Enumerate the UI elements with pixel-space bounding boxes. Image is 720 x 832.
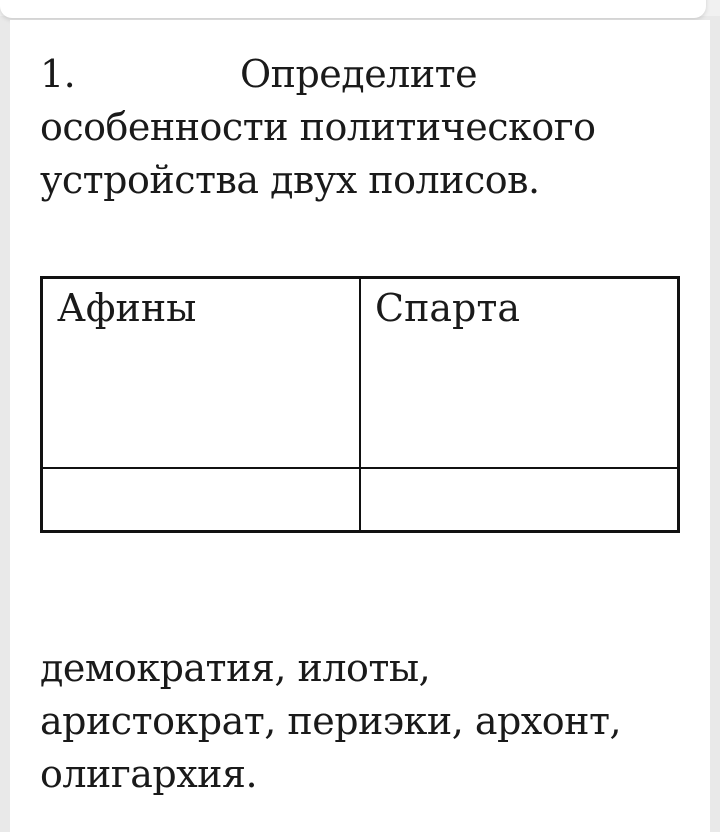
- terms-line-1: демократия, илоты,: [40, 646, 431, 690]
- table-cell-athens: [43, 469, 361, 530]
- question-number: 1.: [40, 52, 76, 96]
- question-line-2: особенности политического: [40, 105, 596, 149]
- terms-line-2: аристократ, периэки, архонт,: [40, 699, 622, 743]
- answer-table: [40, 276, 680, 533]
- document-page: [10, 20, 710, 832]
- terms-list: [40, 642, 690, 801]
- table-header-athens: Афины: [43, 279, 361, 469]
- question-line-3: устройства двух полисов.: [40, 158, 540, 202]
- terms-line-3: олигархия.: [40, 752, 258, 796]
- table-cell-sparta: [361, 469, 677, 530]
- question-line-1-text: Определите: [240, 52, 478, 96]
- question-line-1: [40, 48, 680, 101]
- table-header-sparta: Спарта: [361, 279, 677, 469]
- top-card: [0, 0, 706, 18]
- question-text: [40, 48, 680, 207]
